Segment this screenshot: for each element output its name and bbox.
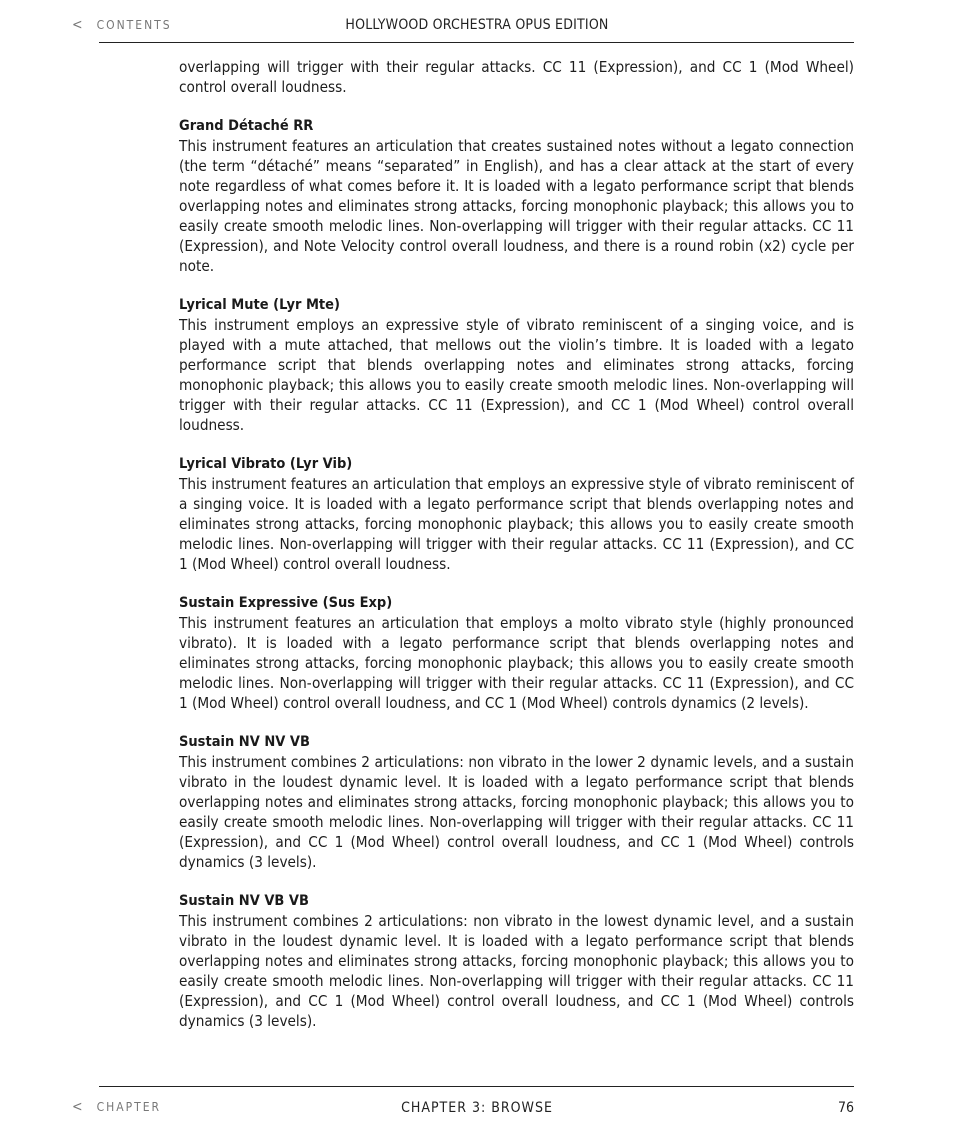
- section-paragraph: This instrument features an articulation that creates sustained notes without a legato connection (the term “détaché” means “separated” in English), and has a clear attack at the start of every note regardless of what comes before it. It is loaded with a legato performance script that blends overlapping notes and eliminates strong attacks, forcing monophonic playback; this allows you to easily create smooth melodic lines. Non-overlapping will trigger with their regular attacks. CC 11 (Expression), and Note Velocity control overall loudness, and there is a round robin (x2) cycle per note.: [179, 137, 854, 275]
- section-heading: Lyrical Mute (Lyr Mte): [179, 297, 340, 313]
- section-sustain-nv-nv-vb: [179, 732, 854, 872]
- section-lyrical-mute: [179, 295, 854, 435]
- footer-divider: [99, 1086, 854, 1087]
- section-paragraph: This instrument combines 2 articulations: non vibrato in the lowest dynamic level, and a sustain vibrato in the loudest dynamic level. It is loaded with a legato performance script that blends overlapping notes and eliminates strong attacks, forcing monophonic playback; this allows you to easily create smooth melodic lines. Non-overlapping will trigger with their regular attacks. CC 11 (Expression), and CC 1 (Mod Wheel) control overall loudness, and CC 1 (Mod Wheel) controls dynamics (3 levels).: [179, 912, 854, 1030]
- section-grand-detache-rr: [179, 116, 854, 276]
- section-sustain-nv-vb-vb: [179, 891, 854, 1031]
- section-lyrical-vibrato: [179, 454, 854, 574]
- contents-label: CONTENTS: [96, 18, 172, 32]
- section-paragraph: This instrument combines 2 articulations: non vibrato in the lower 2 dynamic levels, and a sustain vibrato in the loudest dynamic level. It is loaded with a legato performance script that blends overlapping notes and eliminates strong attacks, forcing monophonic playback; this allows you to easily create smooth melodic lines. Non-overlapping will trigger with their regular attacks. CC 11 (Expression), and CC 1 (Mod Wheel) control overall loudness, and CC 1 (Mod Wheel) controls dynamics (3 levels).: [179, 753, 854, 871]
- section-paragraph: This instrument features an articulation that employs a molto vibrato style (highly pronounced vibrato). It is loaded with a legato performance script that blends overlapping notes and eliminates strong attacks, forcing monophonic playback; this allows you to easily create smooth melodic lines. Non-overlapping will trigger with their regular attacks. CC 11 (Expression), and CC 1 (Mod Wheel) control overall loudness, and CC 1 (Mod Wheel) controls dynamics (2 levels).: [179, 614, 854, 712]
- section-paragraph: This instrument employs an expressive style of vibrato reminiscent of a singing voice, and is played with a mute attached, that mellows out the violin’s timbre. It is loaded with a legato performance script that blends overlapping notes and eliminates strong attacks, forcing monophonic playback; this allows you to easily create smooth melodic lines. Non-overlapping will trigger with their regular attacks. CC 11 (Expression), and CC 1 (Mod Wheel) control overall loudness.: [179, 316, 854, 434]
- chevron-left-icon: <: [72, 1099, 83, 1115]
- section-heading: Sustain NV NV VB: [179, 734, 310, 750]
- section-sustain-expressive: [179, 593, 854, 713]
- chapter-title: CHAPTER 3: BROWSE: [401, 1100, 553, 1116]
- intro-paragraph: overlapping will trigger with their regular attacks. CC 11 (Expression), and CC 1 (Mod Wheel) control overall loudness.: [179, 58, 854, 96]
- page-number: 76: [837, 1100, 854, 1116]
- chapter-label: CHAPTER: [96, 1100, 162, 1114]
- section-heading: Lyrical Vibrato (Lyr Vib): [179, 456, 353, 472]
- section-heading: Sustain NV VB VB: [179, 893, 309, 909]
- document-title: HOLLYWOOD ORCHESTRA OPUS EDITION: [345, 17, 609, 33]
- chevron-left-icon: <: [72, 17, 83, 33]
- header-divider: [99, 42, 854, 43]
- section-heading: Sustain Expressive (Sus Exp): [179, 595, 393, 611]
- section-paragraph: This instrument features an articulation that employs an expressive style of vibrato reminiscent of a singing voice. It is loaded with a legato performance script that blends overlapping notes and eliminates strong attacks, forcing monophonic playback; this allows you to easily create smooth melodic lines. Non-overlapping will trigger with their regular attacks. CC 11 (Expression), and CC 1 (Mod Wheel) control overall loudness.: [179, 475, 854, 573]
- page-content: [179, 57, 854, 1031]
- section-heading: Grand Détaché RR: [179, 118, 314, 134]
